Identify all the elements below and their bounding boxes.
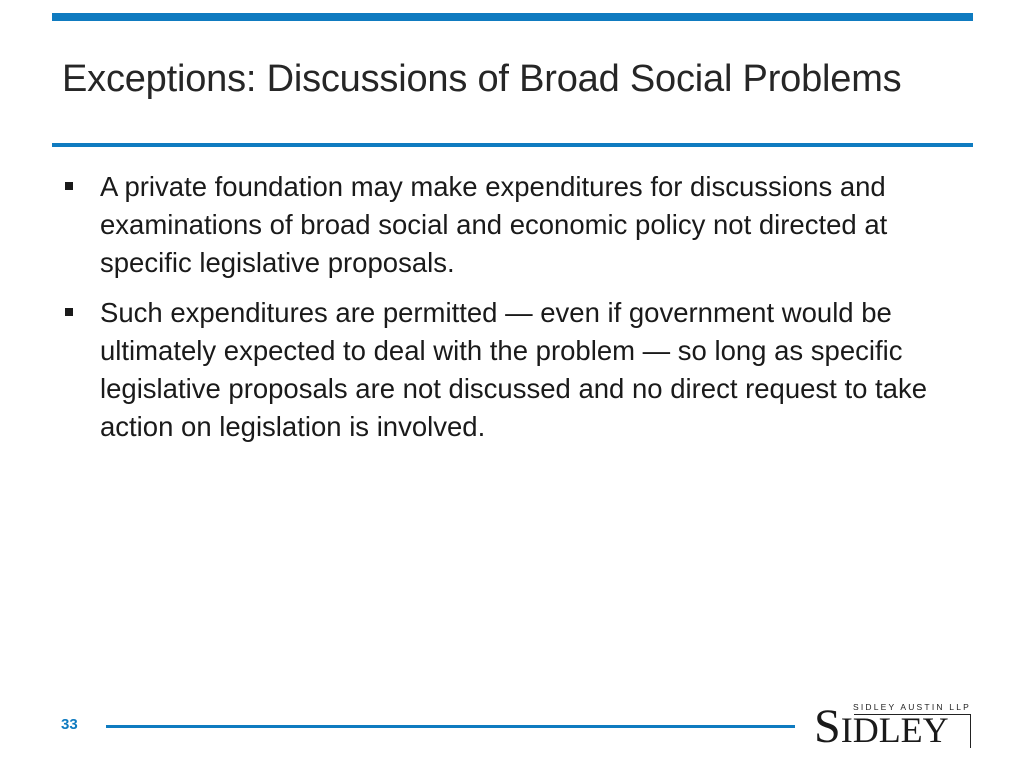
page-number: 33 [61, 716, 78, 733]
bullet-text: Such expenditures are permitted — even if government would be ultimately expected to deal with the problem — so long as specific legislative proposals are not discussed and no direct request to take action on legislation is involved. [100, 297, 928, 442]
top-accent-bar [52, 13, 973, 21]
bullet-text: A private foundation may make expenditures for discussions and examinations of broad social and economic policy not directed at specific legislative proposals. [100, 171, 888, 278]
logo-bracket [970, 714, 971, 748]
logo-name-rest: IDLEY [840, 710, 949, 750]
logo-wordmark [814, 700, 949, 753]
bullet-item [62, 168, 967, 282]
logo-tagline: SIDLEY AUSTIN LLP [852, 702, 971, 712]
logo-initial: S [814, 700, 841, 753]
bullet-item [62, 294, 967, 446]
sidley-logo [810, 700, 973, 753]
square-bullet-icon [65, 308, 73, 316]
square-bullet-icon [65, 182, 73, 190]
slide-title: Exceptions: Discussions of Broad Social Problems [62, 58, 902, 100]
bullet-list [62, 168, 967, 458]
title-divider [52, 143, 973, 147]
footer-divider [106, 725, 795, 728]
